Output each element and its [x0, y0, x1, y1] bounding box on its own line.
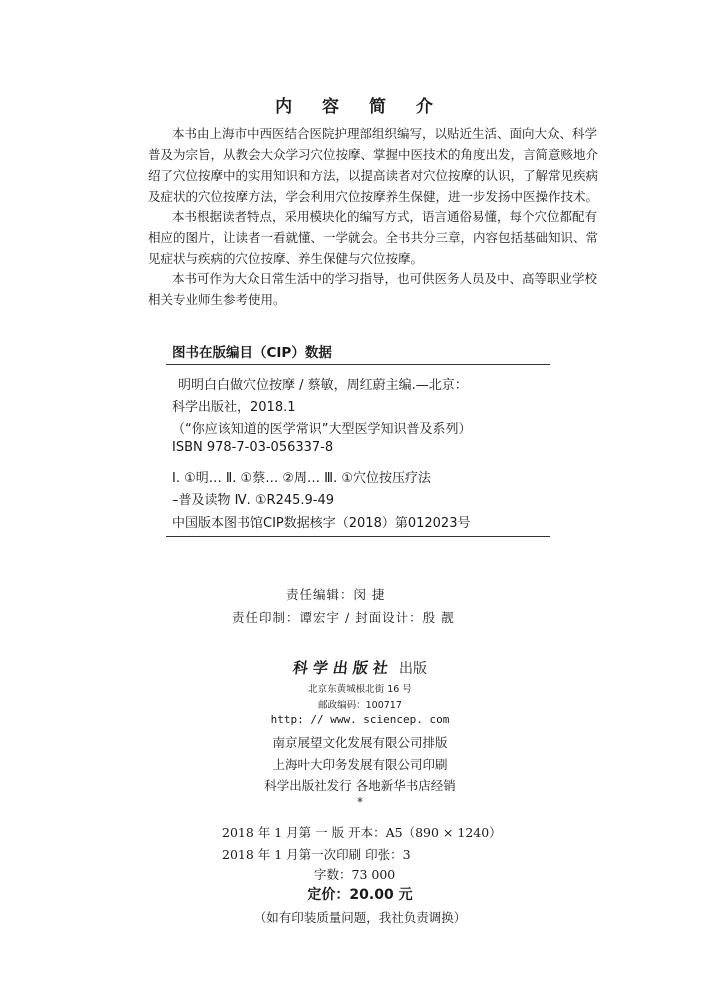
cip-bottom-rule — [166, 536, 550, 537]
intro-paragraph-2 — [148, 206, 606, 269]
cip-line: （“你应该知道的医学常识”大型医学知识普及系列） — [172, 422, 472, 437]
quality-note: （如有印装质量问题，我社负责调换） — [253, 910, 467, 925]
text-line: 相关专业师生参考使用。 — [148, 292, 286, 307]
text-line: 本书可作为大众日常生活中的学习指导，也可供医务人员及中、高等职业学校 — [172, 271, 598, 286]
intro-paragraph-3 — [148, 268, 606, 310]
intro-paragraph-1 — [148, 123, 606, 207]
cip-line: 明明白白做穴位按摩 / 蔡敏，周红蔚主编.—北京： — [178, 378, 468, 393]
text-line: 绍了穴位按摩中的实用知识和方法，以提高读者对穴位按摩的认识，了解常见疾病 — [148, 168, 599, 183]
responsible-editor: 责任编辑：闵 捷 — [286, 587, 386, 602]
page-title: 内 容 简 介 — [275, 97, 445, 117]
word-count: 字数：73 000 — [314, 867, 396, 882]
publisher-address: 北京东黄城根北街 16 号 — [308, 684, 412, 695]
text-line: 普及为宗旨，从教会大众学习穴位按摩、掌握中医技术的角度出发，言简意赅地介 — [148, 147, 599, 162]
printer: 上海叶大印务发展有限公司印刷 — [272, 757, 448, 772]
cip-line: 科学出版社，2018.1 — [172, 400, 296, 415]
publisher-url: http: // www. sciencep. com — [270, 713, 450, 726]
text-line: 相应的图片，让读者一看就懂、一学就会。全书共分三章，内容包括基础知识、常 — [148, 230, 599, 245]
publisher-line — [0, 657, 720, 678]
postcode: 邮政编码：100717 — [318, 700, 402, 711]
print-and-cover-credits: 责任印制：谭宏宇 / 封面设计：殷 靓 — [232, 610, 455, 625]
separator-star: * — [357, 795, 363, 809]
text-line: 本书根据读者特点，采用模块化的编写方式，语言通俗易懂，每个穴位都配有 — [172, 209, 598, 224]
publisher-logo: 科学出版社 — [291, 659, 395, 677]
isbn: ISBN 978-7-03-056337-8 — [172, 440, 334, 455]
cip-record-number: 中国版本图书馆CIP数据核字（2018）第012023号 — [172, 516, 471, 531]
cip-line: Ⅰ. ①明… Ⅱ. ①蔡… ②周… Ⅲ. ①穴位按压疗法 — [172, 471, 432, 486]
distribution: 科学出版社发行 各地新华书店经销 — [264, 778, 456, 793]
cip-line: –普及读物 Ⅳ. ①R245.9-49 — [172, 493, 335, 508]
publish-label: 出版 — [399, 661, 427, 677]
text-line: 及症状的穴位按摩方法，学会利用穴位按摩养生保健，进一步发扬中医操作技术。 — [148, 189, 599, 204]
price: 定价：20.00 元 — [307, 887, 413, 903]
text-line: 本书由上海市中西医结合医院护理部组织编写，以贴近生活、面向大众、科学 — [172, 126, 598, 141]
printing-info: 2018 年 1 月第一次印刷 印张：3 — [222, 847, 411, 862]
text-line: 见症状与疾病的穴位按摩、养生保健与穴位按摩。 — [148, 251, 424, 266]
cip-heading: 图书在版编目（CIP）数据 — [172, 345, 332, 361]
typesetter: 南京展望文化发展有限公司排版 — [272, 735, 448, 750]
cip-top-rule — [166, 364, 550, 365]
edition-info: 2018 年 1 月第 一 版 开本：A5（890 × 1240） — [222, 825, 502, 840]
